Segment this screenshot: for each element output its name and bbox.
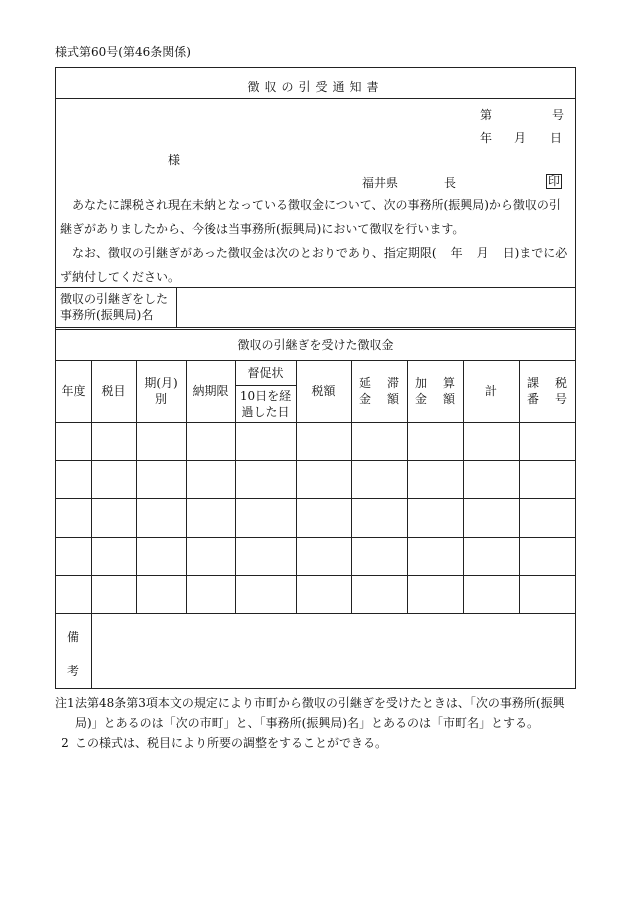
footnote-1: 注1 法第48条第3項本文の規定により市町から徴収の引継ぎを受けたときは、「次の事務所(振興局)」とあるのは「次の市町」と、「事務所(振興局)名」とあるのは「市町名」とする。 bbox=[55, 696, 565, 730]
addressee-suffix: 様 bbox=[168, 153, 181, 167]
sender-prefecture: 福井県 bbox=[362, 176, 399, 190]
form-number-label: 様式第60号(第46条関係) bbox=[55, 45, 191, 59]
row-line-6 bbox=[56, 613, 575, 614]
seal-mark: 印 bbox=[548, 174, 561, 188]
table-title: 徴収の引継ぎを受けた徴収金 bbox=[237, 338, 394, 352]
number-suffix: 号 bbox=[552, 108, 565, 122]
col-header-demand-sub: 10日を経 過した日 bbox=[239, 389, 292, 419]
remarks-label-1: 備 bbox=[67, 630, 80, 644]
office-label-divider bbox=[176, 287, 177, 328]
col-header-deadline: 納期限 bbox=[192, 384, 229, 398]
form-title: 徴収の引受通知書 bbox=[247, 80, 384, 94]
col-header-year: 年度 bbox=[61, 384, 86, 398]
footnotes bbox=[55, 693, 585, 753]
col-header-tax-item: 税目 bbox=[101, 384, 126, 398]
row-line-3 bbox=[56, 498, 575, 499]
col-header-period: 期(月) 別 bbox=[144, 376, 178, 406]
number-prefix: 第 bbox=[480, 108, 493, 122]
footnote-2: 2 この様式は、税目により所要の調整をすることができる。 bbox=[61, 736, 388, 750]
row-line-5 bbox=[56, 575, 575, 576]
date-month: 月 bbox=[514, 131, 527, 145]
notice-paragraph-1: あなたに課税され現在未納となっている徴収金について、次の事務所(振興局)から徴収の引継ぎがありましたから、今後は当事務所(振興局)において徴収を行います。 bbox=[60, 198, 561, 236]
date-day: 日 bbox=[550, 131, 563, 145]
col-header-demand: 督促状 bbox=[247, 365, 284, 380]
notice-paragraph-2: なお、徴収の引継ぎがあった徴収金は次のとおりであり、指定期限( 年 月 日)までに必ず納付してください。 bbox=[60, 246, 568, 284]
row-line-1 bbox=[56, 422, 575, 423]
col-header-additional-tax: 加 算 金 額 bbox=[415, 376, 455, 406]
col-header-tax-amount: 税額 bbox=[311, 384, 336, 398]
office-label: 徴収の引継ぎをした 事務所(振興局)名 bbox=[60, 292, 169, 322]
row-line-4 bbox=[56, 537, 575, 538]
office-row-top bbox=[56, 287, 575, 288]
col-header-tax-number: 課 税 番 号 bbox=[527, 376, 567, 406]
sender-title: 長 bbox=[444, 176, 457, 190]
remarks-divider bbox=[91, 613, 92, 688]
row-line-2 bbox=[56, 460, 575, 461]
remarks-label-2: 考 bbox=[67, 664, 80, 678]
notice-form bbox=[55, 67, 576, 689]
col-header-delay-charge: 延 滞 金 額 bbox=[359, 376, 399, 406]
office-row-bottom bbox=[56, 327, 575, 328]
title-divider bbox=[56, 98, 575, 99]
col-header-total: 計 bbox=[484, 384, 497, 398]
date-year: 年 bbox=[480, 131, 493, 145]
